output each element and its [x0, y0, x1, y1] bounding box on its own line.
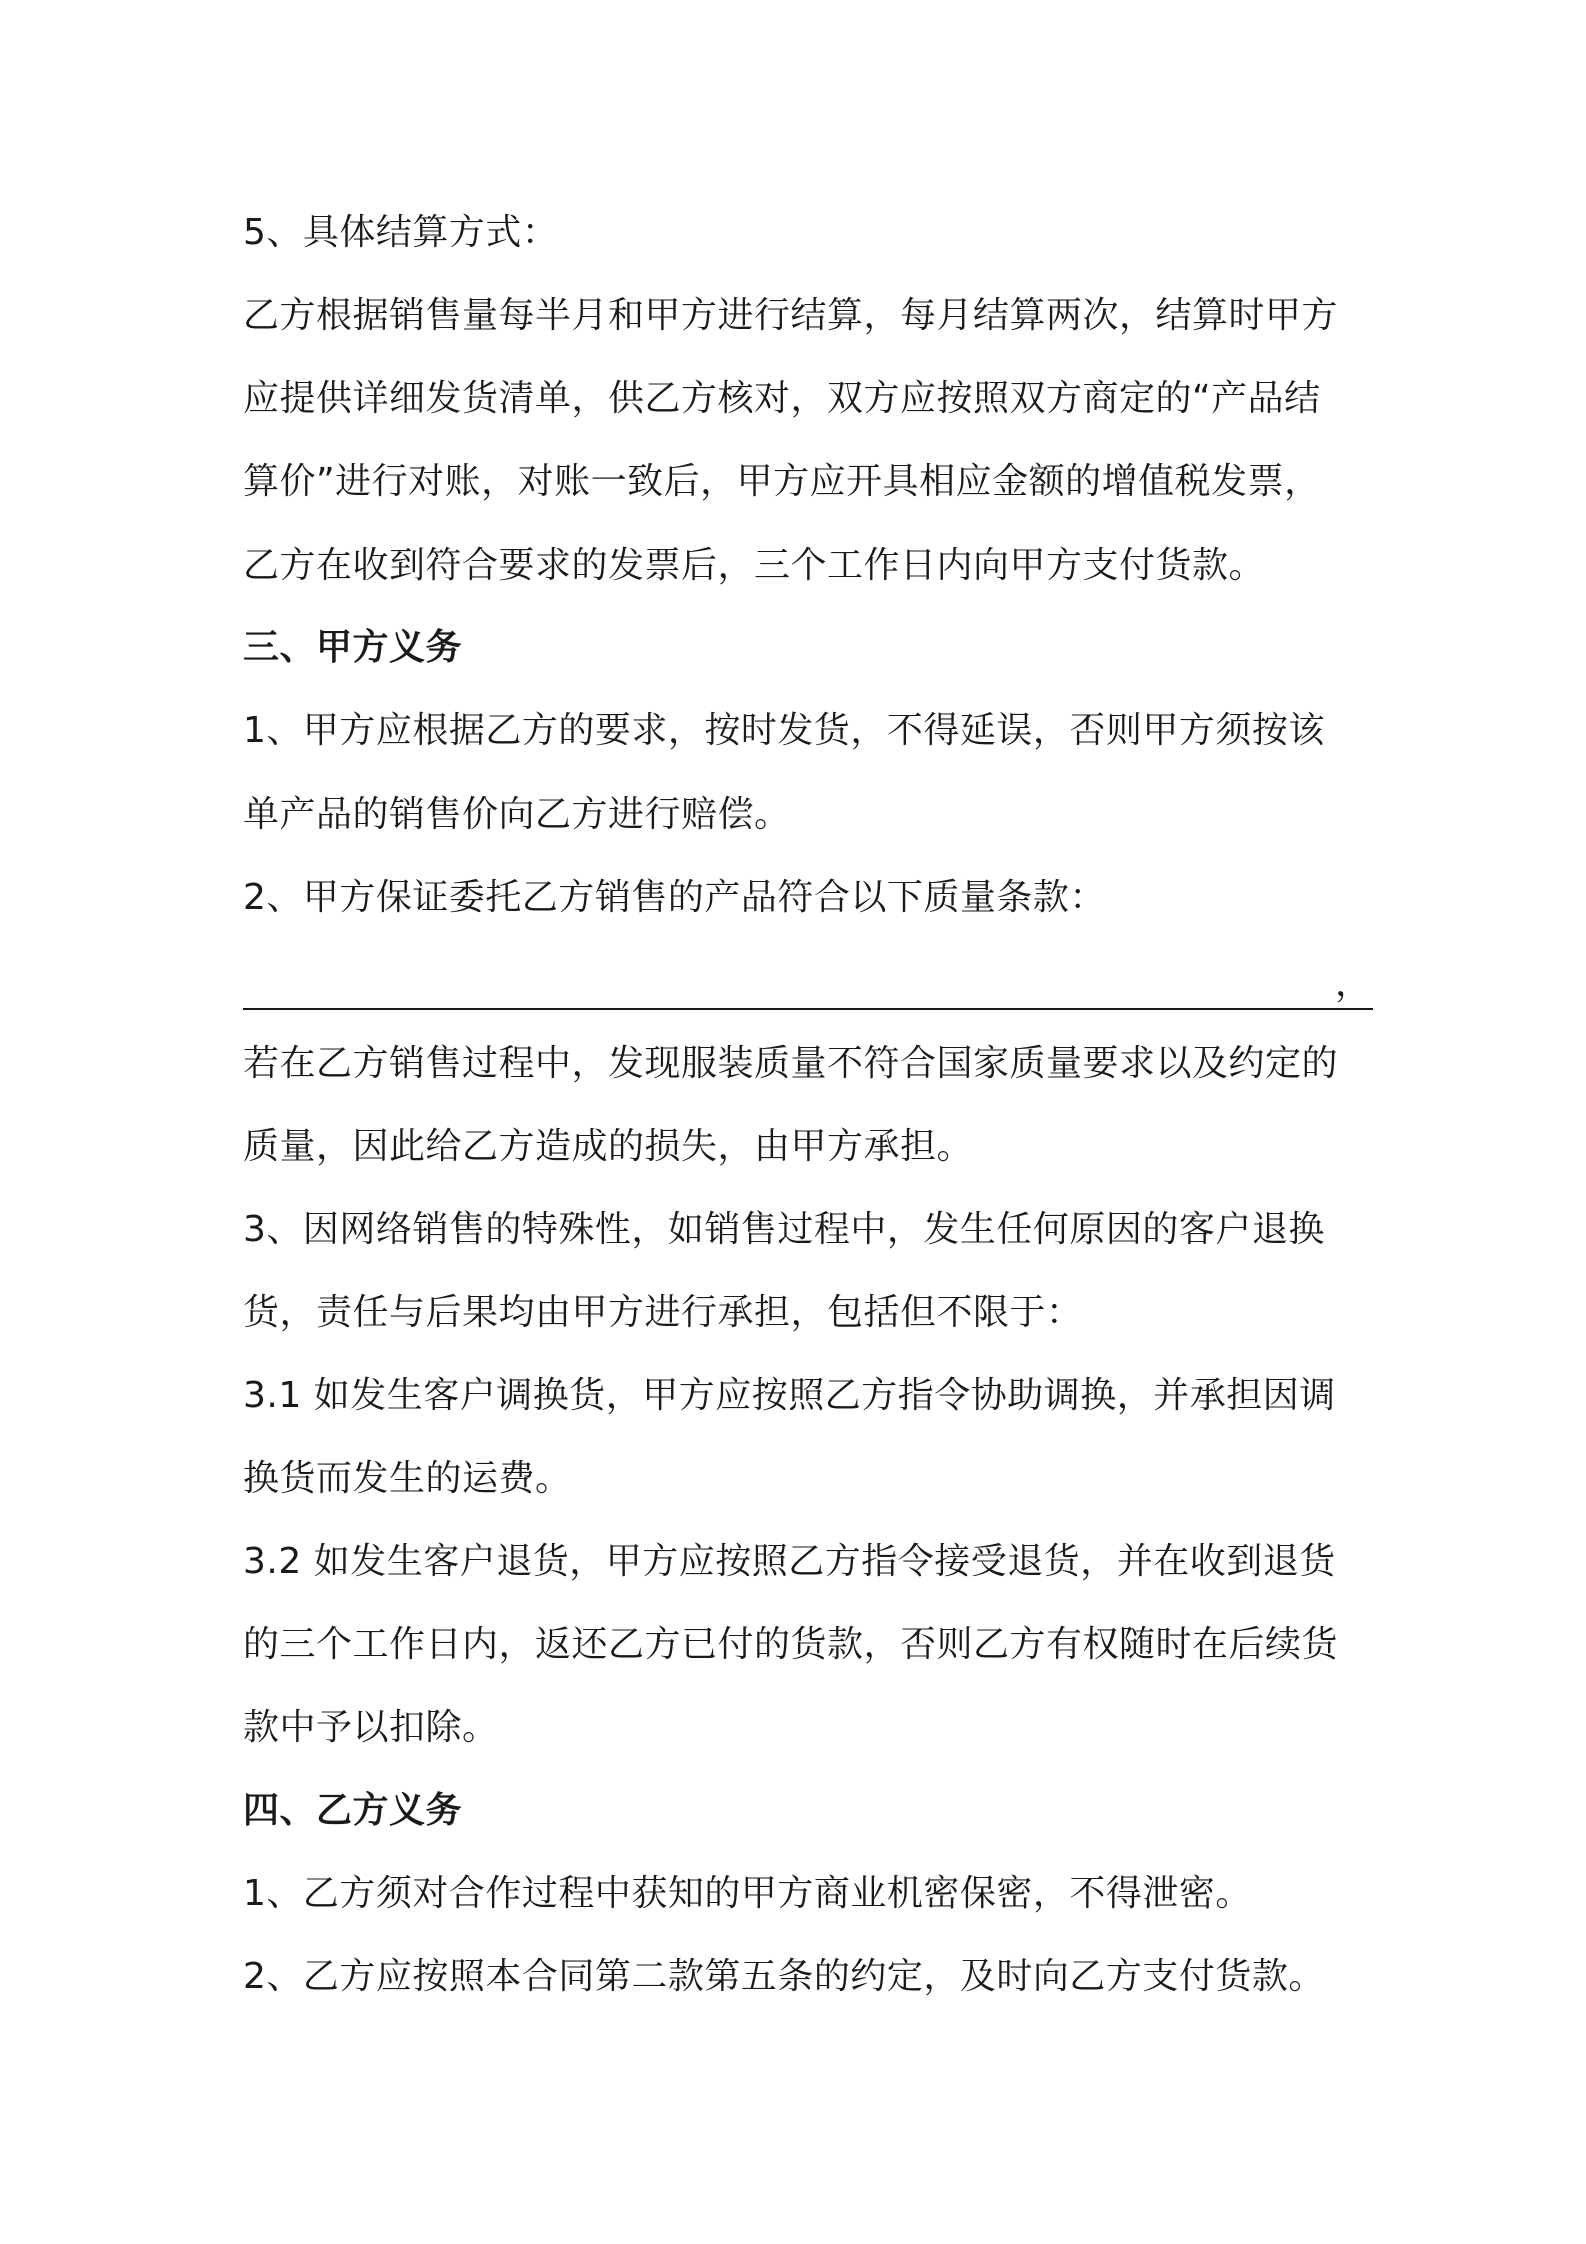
fill-in-blank-line [243, 1008, 1373, 1010]
paragraph-line: 的三个工作日内，返还乙方已付的货款，否则乙方有权随时在后续货 [243, 1624, 1339, 1665]
paragraph-line: 1、乙方须对合作过程中获知的甲方商业机密保密，不得泄密。 [243, 1873, 1252, 1914]
paragraph-line: 换货而发生的运费。 [243, 1458, 572, 1499]
paragraph-line: 乙方在收到符合要求的发票后，三个工作日内向甲方支付货款。 [243, 545, 1266, 586]
section-heading-party-a: 三、甲方义务 [243, 627, 463, 668]
paragraph-line: 算价”进行对账，对账一致后，甲方应开具相应金额的增值税发票， [243, 461, 1321, 502]
paragraph-line: 3、因网络销售的特殊性，如销售过程中，发生任何原因的客户退换 [243, 1209, 1325, 1250]
paragraph-line: 单产品的销售价向乙方进行赔偿。 [243, 794, 791, 835]
paragraph-line: 2、乙方应按照本合同第二款第五条的约定，及时向乙方支付货款。 [243, 1956, 1325, 1997]
blank-comma: ， [1335, 963, 1372, 1004]
paragraph-line: 款中予以扣除。 [243, 1707, 499, 1748]
paragraph-line: 3.2 如发生客户退货，甲方应按照乙方指令接受退货，并在收到退货 [243, 1541, 1336, 1582]
paragraph-line: 若在乙方销售过程中，发现服装质量不符合国家质量要求以及约定的 [243, 1043, 1339, 1084]
paragraph-line: 1、甲方应根据乙方的要求，按时发货，不得延误，否则甲方须按该 [243, 710, 1325, 751]
paragraph-line: 3.1 如发生客户调换货，甲方应按照乙方指令协助调换，并承担因调 [243, 1375, 1336, 1416]
paragraph-line: 乙方根据销售量每半月和甲方进行结算，每月结算两次，结算时甲方 [243, 295, 1339, 336]
paragraph-line: 质量，因此给乙方造成的损失，由甲方承担。 [243, 1126, 974, 1167]
settlement-method-heading: 5、具体结算方式： [243, 212, 559, 253]
paragraph-line: 应提供详细发货清单，供乙方核对，双方应按照双方商定的“产品结 [243, 378, 1321, 419]
paragraph-line: 2、甲方保证委托乙方销售的产品符合以下质量条款： [243, 877, 1106, 918]
paragraph-line: 货，责任与后果均由甲方进行承担，包括但不限于： [243, 1292, 1083, 1333]
section-heading-party-b: 四、乙方义务 [243, 1790, 463, 1831]
